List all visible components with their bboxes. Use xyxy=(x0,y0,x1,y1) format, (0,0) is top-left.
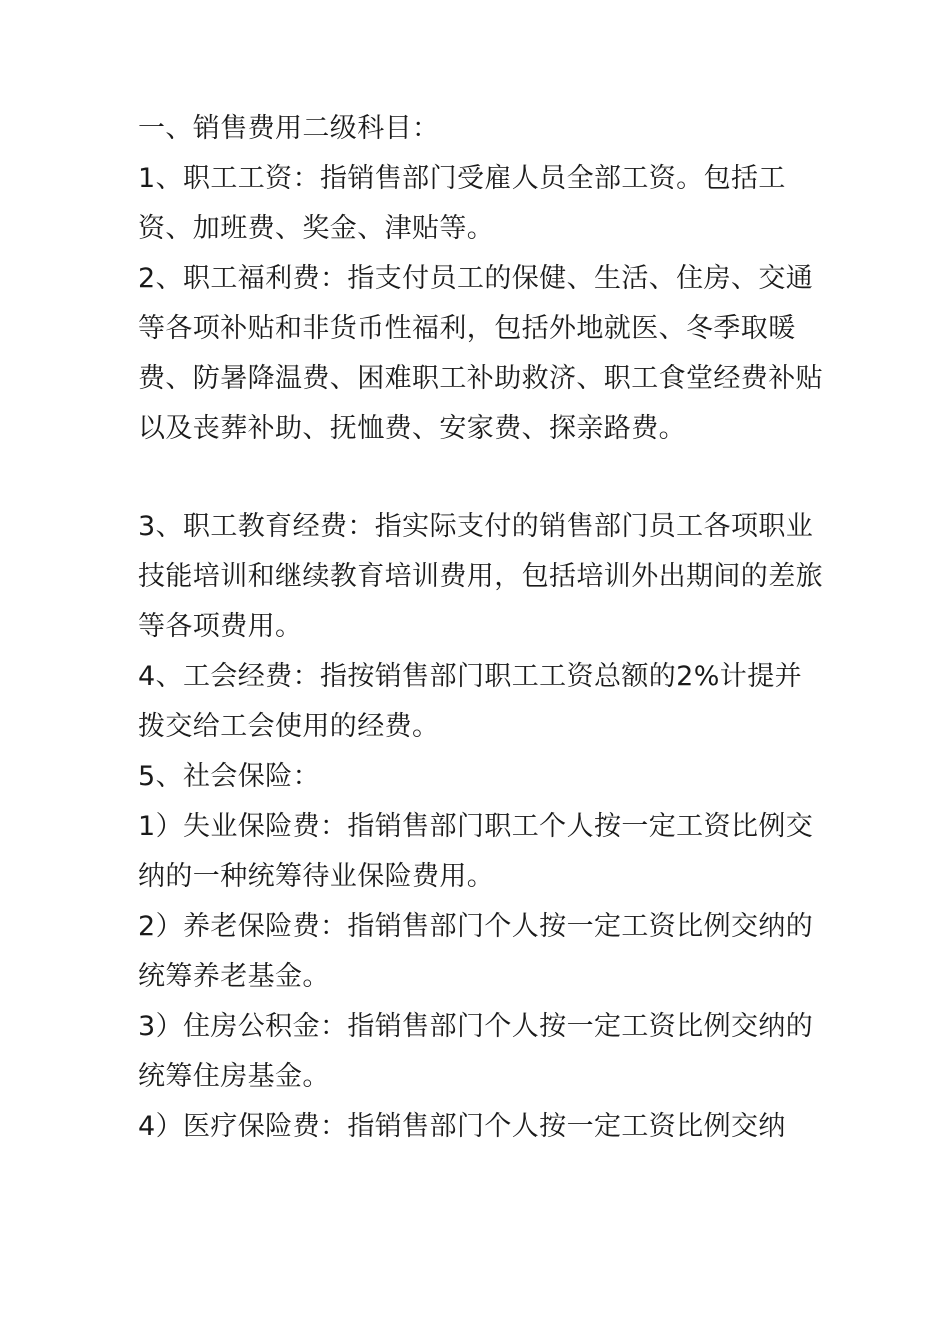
item-social-insurance: 5、社会保险： xyxy=(138,761,320,792)
sub-item-unemployment: 1）失业保险费：指销售部门职工个人按一定工资比例交纳的一种统筹待业保险费用。 xyxy=(138,811,814,892)
sub-item-medical: 4）医疗保险费：指销售部门个人按一定工资比例交纳 xyxy=(138,1111,786,1142)
paragraph-gap xyxy=(138,454,828,502)
sub-item-housing-fund: 3）住房公积金：指销售部门个人按一定工资比例交纳的统筹住房基金。 xyxy=(138,1011,814,1092)
item-wages: 1、职工工资：指销售部门受雇人员全部工资。包括工资、加班费、奖金、津贴等。 xyxy=(138,163,786,244)
item-welfare: 2、职工福利费：指支付员工的保健、生活、住房、交通等各项补贴和非货币性福利，包括外地就医、冬季取暖费、防暑降温费、困难职工补助救济、职工食堂经费补贴以及丧葬补助、抚恤费、安家费、探亲路费。 xyxy=(138,263,823,444)
item-education: 3、职工教育经费：指实际支付的销售部门员工各项职业技能培训和继续教育培训费用，包括培训外出期间的差旅等各项费用。 xyxy=(138,511,823,642)
item-union: 4、工会经费：指按销售部门职工工资总额的2%计提并拨交给工会使用的经费。 xyxy=(138,661,803,742)
sub-item-pension: 2）养老保险费：指销售部门个人按一定工资比例交纳的统筹养老基金。 xyxy=(138,911,814,992)
section-heading: 一、销售费用二级科目： xyxy=(138,113,440,144)
document-body xyxy=(138,104,828,1152)
